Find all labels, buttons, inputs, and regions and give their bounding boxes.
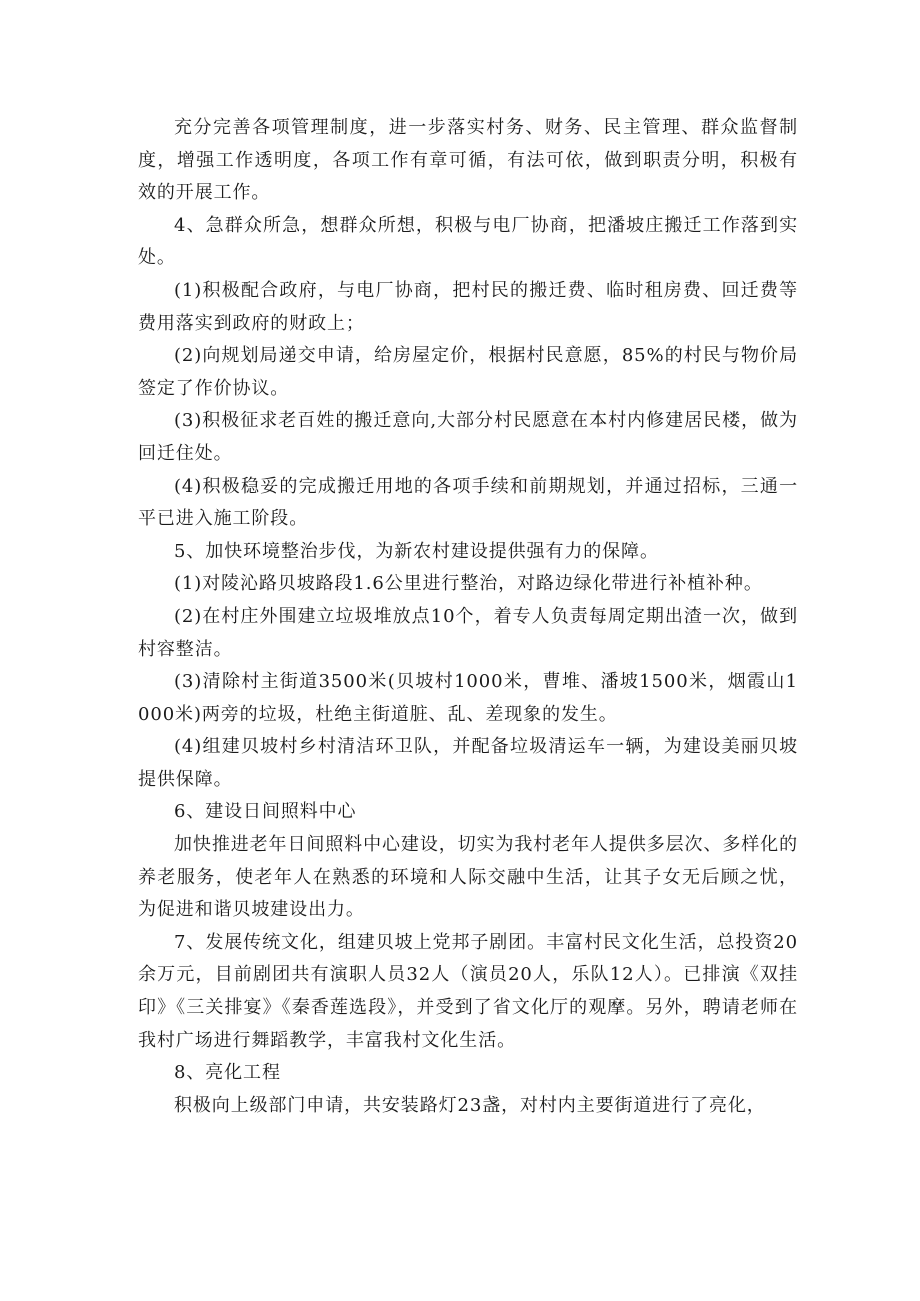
paragraph-management-system: 充分完善各项管理制度，进一步落实村务、财务、民主管理、群众监督制度，增强工作透明度，各项工作有章可循，有法可依，做到职责分明，积极有效的开展工作。: [138, 117, 798, 204]
paragraph-section-5-heading: 5、加快环境整治步伐，为新农村建设提供强有力的保障。: [174, 540, 659, 562]
paragraph-section-6-heading: 6、建设日间照料中心: [174, 801, 357, 823]
paragraph-item-4-2: (2)向规划局递交申请，给房屋定价，根据村民意愿，85%的村民与物价局签定了作价协议。: [138, 345, 798, 399]
paragraph-item-4-1: (1)积极配合政府，与电厂协商，把村民的搬迁费、临时租房费、回迁费等费用落实到政府的财政上；: [138, 279, 798, 334]
paragraph-section-7: 7、发展传统文化，组建贝坡上党邦子剧团。丰富村民文化生活，总投资20余万元，目前剧团共有演职人员32人（演员20人，乐队12人）。已排演《双挂印》《三关排宴》《秦香莲选段》，并受到了省文化厅的观摩。另外，聘请老师在我村广场进行舞蹈教学，丰富我村文化生活。: [138, 931, 798, 1051]
paragraph-item-5-1: (1)对陵沁路贝坡路段1.6公里进行整治，对路边绿化带进行补植补种。: [174, 573, 763, 595]
paragraph-item-4-4: (4)积极稳妥的完成搬迁用地的各项手续和前期规划，并通过招标，三通一平已进入施工阶段。: [138, 475, 798, 530]
paragraph-item-4-3: (3)积极征求老百姓的搬迁意向,大部分村民愿意在本村内修建居民楼，做为回迁住处。: [138, 410, 798, 464]
paragraph-item-5-4: (4)组建贝坡村乡村清洁环卫队，并配备垃圾清运车一辆，为建设美丽贝坡提供保障。: [138, 736, 798, 790]
document-body: [138, 112, 798, 1122]
paragraph-section-8-heading: 8、亮化工程: [174, 1062, 281, 1084]
paragraph-item-5-3: (3)清除村主街道3500米(贝坡村1000米，曹堆、潘坡1500米，烟霞山1000米)两旁的垃圾，杜绝主街道脏、乱、差现象的发生。: [138, 671, 798, 725]
paragraph-item-5-2: (2)在村庄外围建立垃圾堆放点10个，着专人负责每周定期出渣一次，做到村容整洁。: [138, 605, 798, 660]
paragraph-section-6-body: 加快推进老年日间照料中心建设，切实为我村老年人提供多层次、多样化的养老服务，使老年人在熟悉的环境和人际交融中生活，让其子女无后顾之忧，为促进和谐贝坡建设出力。: [138, 834, 798, 921]
paragraph-section-8-body: 积极向上级部门申请，共安装路灯23盏，对村内主要街道进行了亮化，: [174, 1094, 766, 1116]
paragraph-section-4-heading: 4、急群众所急，想群众所想，积极与电厂协商，把潘坡庄搬迁工作落到实处。: [138, 214, 798, 269]
